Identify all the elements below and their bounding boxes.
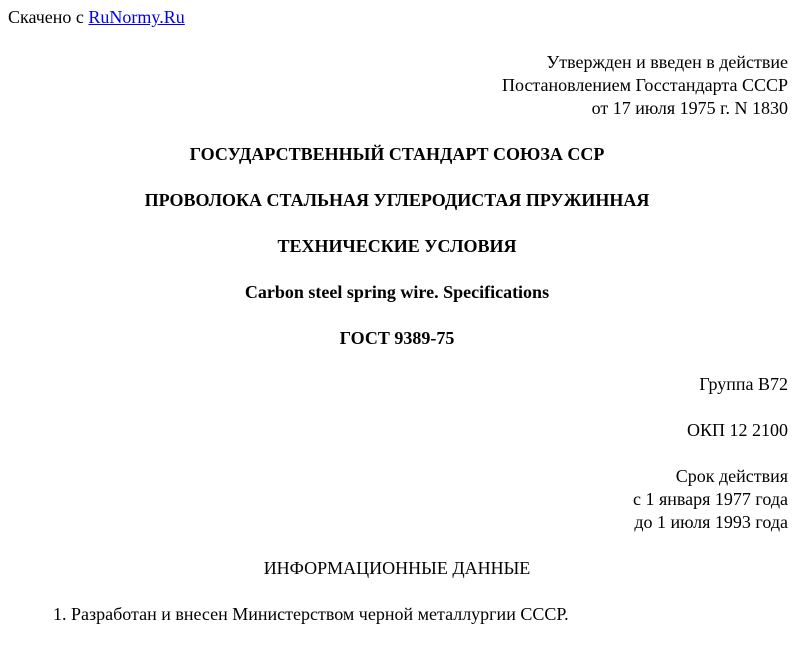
download-source — [8, 6, 185, 28]
valid-from: с 1 января 1977 года — [633, 489, 788, 509]
approval-line-1: Утвержден и введен в действие — [546, 52, 788, 72]
group-code: Группа В72 — [699, 374, 788, 394]
site-link[interactable]: RuNormy.Ru — [88, 7, 185, 27]
validity-label: Срок действия — [675, 466, 788, 486]
approval-line-3: от 17 июля 1975 г. N 1830 — [591, 98, 788, 118]
info-item-1: 1. Разработан и внесен Министерством черной металлургии СССР. — [53, 604, 569, 624]
standard-title: ГОСУДАРСТВЕННЫЙ СТАНДАРТ СОЮЗА ССР — [189, 144, 605, 164]
english-title: Carbon steel spring wire. Specifications — [244, 282, 550, 302]
okp-code: ОКП 12 2100 — [686, 420, 788, 440]
download-source-label: Скачено с — [8, 7, 89, 27]
conditions-title: ТЕХНИЧЕСКИЕ УСЛОВИЯ — [277, 236, 517, 256]
info-heading: ИНФОРМАЦИОННЫЕ ДАННЫЕ — [263, 558, 531, 578]
gost-code: ГОСТ 9389-75 — [339, 328, 455, 348]
product-title: ПРОВОЛОКА СТАЛЬНАЯ УГЛЕРОДИСТАЯ ПРУЖИННАЯ — [144, 190, 650, 210]
valid-to: до 1 июля 1993 года — [634, 512, 788, 532]
approval-line-2: Постановлением Госстандарта СССР — [502, 75, 788, 95]
